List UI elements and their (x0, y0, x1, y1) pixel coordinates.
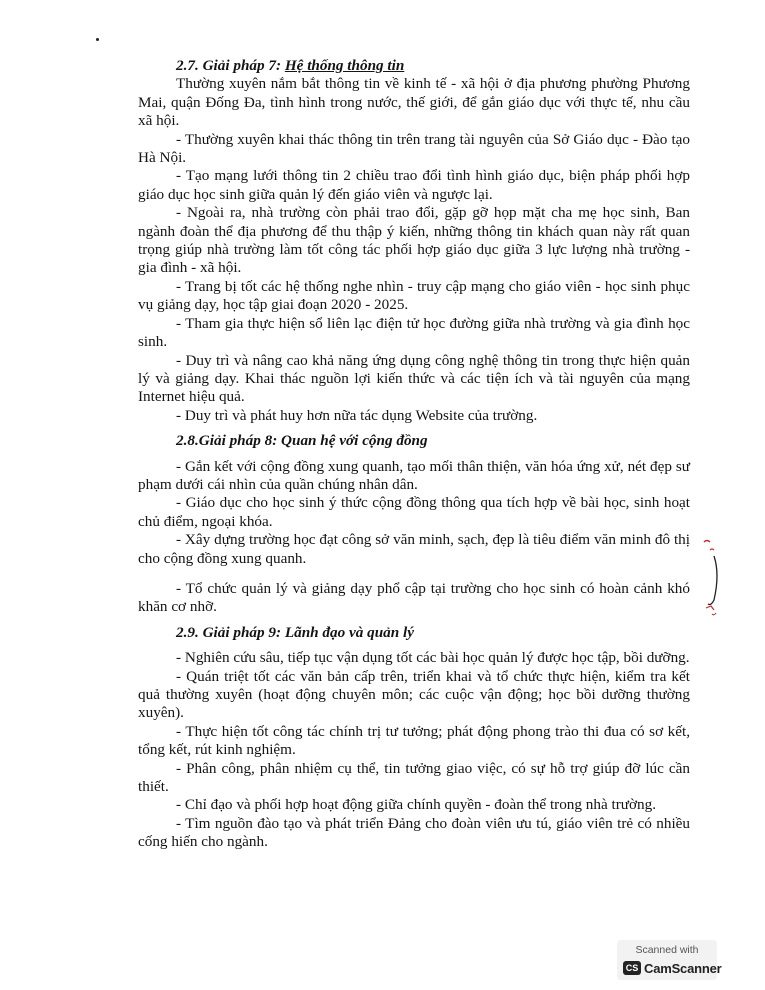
paragraph: - Duy trì và nâng cao khả năng ứng dụng công nghệ thông tin trong thực hiện quản lý và giảng dạy. Khai thác nguồn lợi kiến thức và các tiện ích và tài nguyên của mạng Internet hiệu quả. (138, 351, 690, 406)
watermark-top-text: Scanned with (635, 944, 699, 956)
paragraph: - Duy trì và phát huy hơn nữa tác dụng Website của trường. (176, 406, 538, 424)
document-body (138, 57, 690, 852)
section-heading-2-7 (138, 57, 690, 75)
watermark-brand (623, 959, 721, 977)
camscanner-logo-icon: CS (623, 961, 641, 975)
paragraph: - Tổ chức quản lý và giảng dạy phổ cập tại trường cho học sinh có hoàn cảnh khó khăn cơ nhỡ. (138, 579, 690, 616)
watermark-brand-text: CamScanner (644, 960, 722, 976)
paragraph: - Nghiên cứu sâu, tiếp tục vận dụng tốt các bài học quản lý được học tập, bồi dưỡng. (176, 649, 690, 667)
section-heading-2-8: 2.8.Giải pháp 8: Quan hệ với cộng đồng (176, 432, 428, 450)
paragraph: - Thực hiện tốt công tác chính trị tư tưởng; phát động phong trào thi đua có sơ kết, tổng kết, rút kinh nghiệm. (138, 722, 690, 759)
paragraph: - Phân công, phân nhiệm cụ thể, tin tưởng giao việc, có sự hỗ trợ giúp đỡ lúc cần thiết. (138, 759, 690, 796)
paragraph: - Ngoài ra, nhà trường còn phải trao đổi, gặp gỡ họp mặt cha mẹ học sinh, Ban ngành đoàn thể địa phương để thu thập ý kiến, những thông tin khách quan này rất quan trọng giúp nhà trường làm tốt công tác phối hợp giáo dục giữa 3 lực lượng nhà trường - gia đình - xã hội. (138, 204, 690, 277)
paragraph: - Thường xuyên khai thác thông tin trên trang tài nguyên của Sở Giáo dục - Đào tạo Hà Nội. (138, 130, 690, 167)
paragraph: - Tham gia thực hiện sổ liên lạc điện tử học đường giữa nhà trường và gia đình học sinh. (138, 314, 690, 351)
margin-signature-mark (700, 528, 726, 618)
paragraph: - Xây dựng trường học đạt công sở văn minh, sạch, đẹp là tiêu điểm văn minh đô thị cho cộng đồng xung quanh. (138, 531, 690, 567)
section-heading-2-7-title: Hệ thống thông tin (284, 57, 405, 74)
paragraph: - Quán triệt tốt các văn bản cấp trên, triển khai và tổ chức thực hiện, kiểm tra kết quả thường xuyên (hoạt động chuyên môn; các cuộc vận động; học bồi dưỡng thường xuyên). (138, 667, 690, 722)
scan-speck (96, 38, 99, 41)
section-heading-2-7-prefix: 2.7. Giải pháp 7: (176, 57, 285, 74)
paragraph: - Tìm nguồn đào tạo và phát triển Đảng cho đoàn viên ưu tú, giáo viên trẻ có nhiều cống hiến cho ngành. (138, 814, 690, 851)
paragraph: - Gắn kết với cộng đồng xung quanh, tạo mối thân thiện, văn hóa ứng xử, nét đẹp sư phạm dưới cái nhìn của quần chúng nhân dân. (138, 457, 690, 493)
paragraph: Thường xuyên nắm bắt thông tin về kinh tế - xã hội ở địa phương phường Phương Mai, quận Đống Đa, tình hình trong nước, thế giới, để gắn giáo dục với thực tế, nhu cầu xã hội. (138, 75, 690, 130)
paragraph: - Chỉ đạo và phối hợp hoạt động giữa chính quyền - đoàn thể trong nhà trường. (176, 796, 657, 814)
paragraph: - Giáo dục cho học sinh ý thức cộng đồng thông qua tích hợp về bài học, sinh hoạt chủ điểm, ngoại khóa. (138, 494, 690, 530)
paragraph: - Tạo mạng lưới thông tin 2 chiều trao đổi tình hình giáo dục, biện pháp phối hợp giáo dục học sinh giữa quản lý đến giáo viên và ngược lại. (138, 167, 690, 203)
section-heading-2-9: 2.9. Giải pháp 9: Lãnh đạo và quản lý (176, 623, 414, 641)
paragraph: - Trang bị tốt các hệ thống nghe nhìn - truy cập mạng cho giáo viên - học sinh phục vụ giảng dạy, học tập giai đoạn 2020 - 2025. (138, 277, 690, 314)
camscanner-watermark (617, 940, 722, 980)
